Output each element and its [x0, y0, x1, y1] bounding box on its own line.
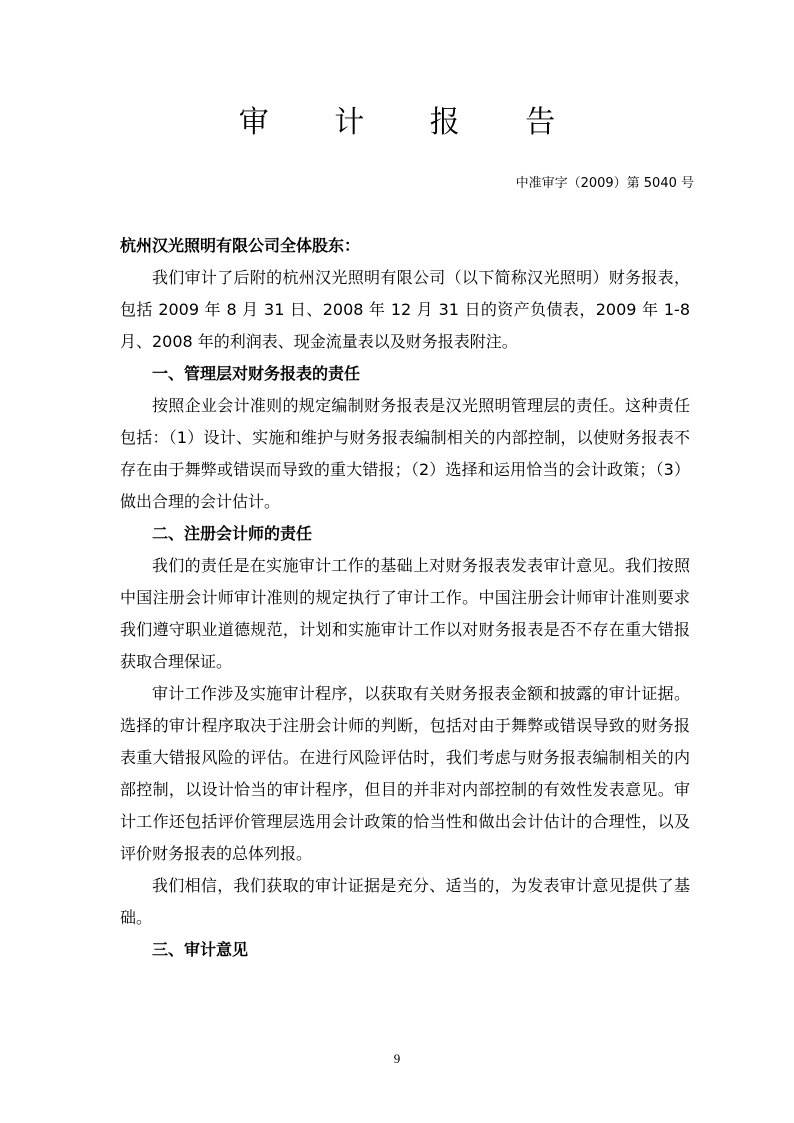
auditor-responsibility-paragraph-3: 我们相信，我们获取的审计证据是充分、适当的，为发表审计意见提供了基础。 — [120, 876, 690, 927]
addressee: 杭州汉光照明有限公司全体股东： — [120, 236, 361, 255]
section-heading-audit-opinion: 三、审计意见 — [152, 940, 249, 959]
document-reference-number: 中准审字（2009）第 5040 号 — [515, 176, 694, 191]
document-body — [120, 230, 690, 966]
auditor-responsibility-paragraph-2: 审计工作涉及实施审计程序，以获取有关财务报表金额和披露的审计证据。选择的审计程序取决于注册会计师的判断，包括对由于舞弊或错误导致的财务报表重大错报风险的评估。在进行风险评估时，我们考虑与财务报表编制相关的内部控制，以设计恰当的审计程序，但目的并非对内部控制的有效性发表意见。审计工作还包括评价管理层选用会计政策的恰当性和做出会计估计的合理性，以及评价财务报表的总体列报。 — [120, 684, 690, 863]
intro-paragraph: 我们审计了后附的杭州汉光照明有限公司（以下简称汉光照明）财务报表，包括 2009 年 8 月 31 日、2008 年 12 月 31 日的资产负债表，2009 年 1-8 月、2008 年的利润表、现金流量表以及财务报表附注。 — [120, 268, 690, 351]
section-heading-auditor-responsibility: 二、注册会计师的责任 — [152, 524, 313, 543]
section-heading-management-responsibility: 一、管理层对财务报表的责任 — [152, 364, 361, 383]
management-responsibility-paragraph: 按照企业会计准则的规定编制财务报表是汉光照明管理层的责任。这种责任包括：（1）设计、实施和维护与财务报表编制相关的内部控制，以使财务报表不存在由于舞弊或错误而导致的重大错报；（2）选择和运用恰当的会计政策；（3）做出合理的会计估计。 — [120, 396, 690, 511]
page-number: 9 — [393, 1051, 401, 1066]
document-title: 审 计 报 告 — [238, 105, 584, 140]
auditor-responsibility-paragraph-1: 我们的责任是在实施审计工作的基础上对财务报表发表审计意见。我们按照中国注册会计师审计准则的规定执行了审计工作。中国注册会计师审计准则要求我们遵守职业道德规范，计划和实施审计工作以对财务报表是否不存在重大错报获取合理保证。 — [120, 556, 690, 671]
